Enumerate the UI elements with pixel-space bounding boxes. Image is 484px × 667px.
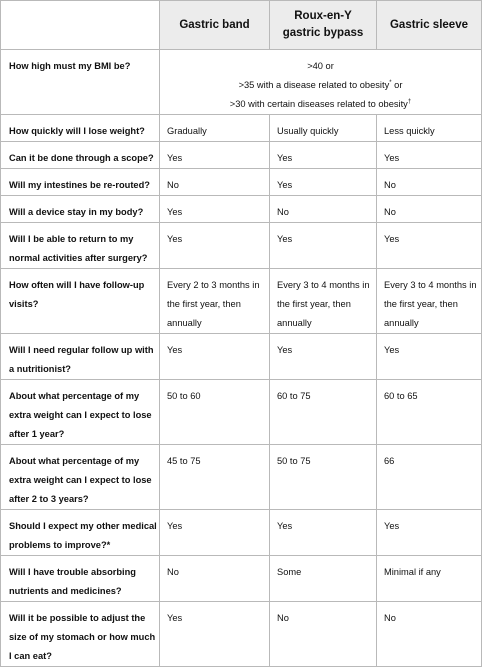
table-row [1, 269, 482, 334]
cell-question-text: Will my intestines be re-routed? [9, 180, 150, 190]
cell-gastric-band-text: Yes [167, 207, 183, 217]
cell-gastric-bypass-text: Yes [277, 153, 293, 163]
cell-question-text: Will it be possible to adjust the size of my stomach or how much I can eat? [9, 613, 156, 661]
cell-gastric-sleeve-text: Yes [384, 521, 400, 531]
bmi-line-1 [160, 57, 481, 76]
cell-gastric-band [160, 556, 270, 602]
cell-gastric-sleeve [377, 169, 482, 196]
cell-gastric-sleeve-text: Yes [384, 234, 400, 244]
cell-gastric-band [160, 115, 270, 142]
cell-question-text: Can it be done through a scope? [9, 153, 154, 163]
cell-gastric-sleeve [377, 602, 482, 667]
cell-gastric-band [160, 142, 270, 169]
table-row [1, 169, 482, 196]
header-gastric-sleeve: Gastric sleeve [377, 1, 482, 50]
cell-gastric-band-text: No [167, 180, 179, 190]
cell-gastric-bypass [270, 142, 377, 169]
cell-gastric-band-text: Yes [167, 345, 183, 355]
cell-question-text: About what percentage of my extra weight can I expect to lose after 1 year? [9, 391, 152, 439]
cell-question [1, 380, 160, 445]
cell-gastric-band [160, 445, 270, 510]
cell-gastric-band-text: Yes [167, 234, 183, 244]
cell-gastric-sleeve-text: Yes [384, 345, 400, 355]
cell-gastric-band [160, 223, 270, 269]
cell-question [1, 269, 160, 334]
table-row [1, 334, 482, 380]
header-gastric-band: Gastric band [160, 1, 270, 50]
cell-question-text: Will a device stay in my body? [9, 207, 144, 217]
cell-gastric-band-text: Every 2 to 3 months in the first year, then annually [167, 280, 260, 328]
header-gastric-bypass [270, 1, 377, 50]
cell-gastric-bypass-text: Yes [277, 234, 293, 244]
table-row [1, 556, 482, 602]
cell-gastric-sleeve-text: 66 [384, 456, 395, 466]
cell-gastric-band-text: Yes [167, 613, 183, 623]
bmi-line-2-sup: * [389, 79, 392, 86]
cell-gastric-band [160, 196, 270, 223]
cell-question [1, 510, 160, 556]
cell-gastric-bypass-text: No [277, 613, 289, 623]
cell-gastric-sleeve-text: Every 3 to 4 months in the first year, then annually [384, 280, 477, 328]
cell-gastric-bypass [270, 556, 377, 602]
bmi-line-2-tail: or [391, 80, 403, 90]
bmi-row [1, 50, 482, 115]
cell-gastric-sleeve [377, 380, 482, 445]
bmi-line-2 [160, 76, 481, 95]
cell-question [1, 169, 160, 196]
table-row [1, 115, 482, 142]
cell-gastric-sleeve [377, 269, 482, 334]
cell-gastric-bypass [270, 602, 377, 667]
cell-gastric-sleeve [377, 556, 482, 602]
cell-gastric-sleeve-text: Minimal if any [384, 567, 441, 577]
cell-gastric-bypass-text: 50 to 75 [277, 456, 311, 466]
cell-gastric-bypass-text: 60 to 75 [277, 391, 311, 401]
cell-gastric-sleeve-text: Yes [384, 153, 400, 163]
cell-gastric-sleeve-text: No [384, 207, 396, 217]
cell-question [1, 602, 160, 667]
table-row [1, 510, 482, 556]
cell-gastric-sleeve [377, 334, 482, 380]
cell-gastric-sleeve [377, 223, 482, 269]
cell-gastric-bypass [270, 223, 377, 269]
table-row [1, 602, 482, 667]
cell-gastric-sleeve [377, 142, 482, 169]
cell-gastric-band-text: 50 to 60 [167, 391, 201, 401]
cell-gastric-band [160, 602, 270, 667]
bmi-line-3-text: >30 with certain diseases related to obesity [229, 99, 408, 109]
cell-gastric-sleeve [377, 115, 482, 142]
header-corner [1, 1, 160, 50]
table-row [1, 445, 482, 510]
table-row [1, 223, 482, 269]
bmi-answer [160, 50, 482, 115]
cell-gastric-sleeve [377, 445, 482, 510]
cell-question-text: About what percentage of my extra weight can I expect to lose after 2 to 3 years? [9, 456, 152, 504]
cell-gastric-bypass-text: Every 3 to 4 months in the first year, then annually [277, 280, 370, 328]
bmi-question [1, 50, 160, 115]
header-bypass-line1: Roux-en-Y [294, 10, 352, 22]
cell-gastric-bypass-text: Yes [277, 180, 293, 190]
cell-gastric-bypass [270, 334, 377, 380]
cell-gastric-band [160, 269, 270, 334]
cell-question-text: How quickly will I lose weight? [9, 126, 145, 136]
table-row [1, 142, 482, 169]
cell-question [1, 445, 160, 510]
bmi-line-3-sup: † [407, 98, 412, 105]
cell-gastric-bypass [270, 510, 377, 556]
cell-gastric-band [160, 510, 270, 556]
cell-gastric-bypass [270, 169, 377, 196]
cell-gastric-bypass [270, 269, 377, 334]
cell-question [1, 556, 160, 602]
cell-gastric-band [160, 380, 270, 445]
cell-gastric-band-text: No [167, 567, 179, 577]
cell-gastric-band [160, 169, 270, 196]
cell-gastric-sleeve [377, 196, 482, 223]
cell-gastric-bypass [270, 196, 377, 223]
bmi-line-1-text: >40 or [307, 61, 334, 71]
cell-gastric-sleeve-text: Less quickly [384, 126, 435, 136]
cell-gastric-bypass [270, 445, 377, 510]
cell-question-text: Will I need regular follow up with a nutritionist? [9, 345, 154, 374]
cell-gastric-sleeve-text: 60 to 65 [384, 391, 418, 401]
bmi-line-2-text: >35 with a disease related to obesity [238, 80, 390, 90]
cell-gastric-bypass-text: No [277, 207, 289, 217]
cell-gastric-bypass-text: Yes [277, 521, 293, 531]
bmi-line-3 [160, 95, 481, 114]
cell-gastric-band [160, 334, 270, 380]
cell-gastric-sleeve [377, 510, 482, 556]
cell-gastric-sleeve-text: No [384, 180, 396, 190]
cell-gastric-sleeve-text: No [384, 613, 396, 623]
cell-gastric-band-text: Yes [167, 521, 183, 531]
cell-gastric-band-text: 45 to 75 [167, 456, 201, 466]
table-row [1, 196, 482, 223]
table-row [1, 380, 482, 445]
cell-gastric-bypass-text: Usually quickly [277, 126, 339, 136]
cell-question [1, 334, 160, 380]
cell-gastric-band-text: Gradually [167, 126, 207, 136]
cell-question [1, 223, 160, 269]
cell-question-text: Should I expect my other medical problems to improve?* [9, 521, 157, 550]
cell-question-text: Will I have trouble absorbing nutrients and medicines? [9, 567, 136, 596]
cell-question [1, 115, 160, 142]
header-row [1, 1, 482, 50]
header-bypass-line2: gastric bypass [282, 27, 364, 39]
cell-gastric-bypass [270, 115, 377, 142]
cell-question-text: Will I be able to return to my normal activities after surgery? [9, 234, 148, 263]
cell-gastric-bypass-text: Some [277, 567, 302, 577]
cell-gastric-bypass [270, 380, 377, 445]
bmi-question-text: How high must my BMI be? [9, 61, 131, 71]
cell-gastric-band-text: Yes [167, 153, 183, 163]
cell-question-text: How often will I have follow-up visits? [9, 280, 145, 309]
cell-gastric-bypass-text: Yes [277, 345, 293, 355]
cell-question [1, 142, 160, 169]
cell-question [1, 196, 160, 223]
